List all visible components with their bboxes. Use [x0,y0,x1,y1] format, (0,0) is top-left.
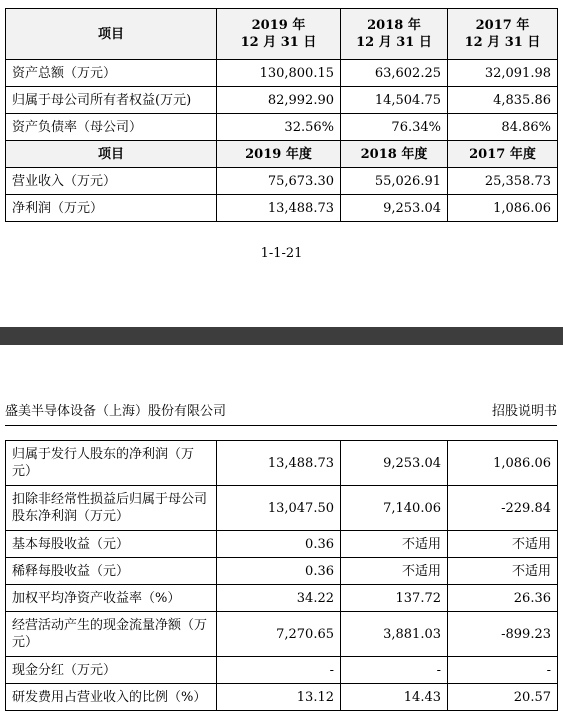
row-label: 营业收入（万元） [6,168,217,195]
cell-value: 32.56% [217,114,341,141]
header-col-2017: 2017 年度 [448,141,558,168]
row-label: 现金分红（万元） [6,657,217,684]
table-row [6,114,558,141]
header-label: 项目 [6,9,217,60]
financial-summary-table-top [5,8,557,222]
cell-value: - [448,657,558,684]
cell-value: -229.84 [448,486,558,531]
cell-value: 0.36 [217,531,341,558]
cell-value: 25,358.73 [448,168,558,195]
cell-value: 75,673.30 [217,168,341,195]
cell-value: 13.12 [217,684,341,711]
document-type: 招股说明书 [491,404,557,419]
cell-value: - [217,657,341,684]
cell-value: 不适用 [341,531,448,558]
header-col-2019: 2019 年度 [217,141,341,168]
table-row [6,60,558,87]
row-label: 资产负债率（母公司） [6,114,217,141]
table-row [6,657,558,684]
row-label: 资产总额（万元） [6,60,217,87]
cell-value: 3,881.03 [341,612,448,657]
cell-value: 13,047.50 [217,486,341,531]
table-row [6,486,558,531]
cell-value: 不适用 [448,558,558,585]
row-label: 稀释每股收益（元） [6,558,217,585]
header-col-2018: 2018 年度 [341,141,448,168]
row-label: 经营活动产生的现金流量净额（万元） [6,612,217,657]
header-col-2018: 2018 年 12 月 31 日 [341,9,448,60]
cell-value: 不适用 [448,531,558,558]
cell-value: 9,253.04 [341,195,448,222]
cell-value: 不适用 [341,558,448,585]
header-rule [5,425,557,426]
cell-value: 0.36 [217,558,341,585]
company-name: 盛美半导体设备（上海）股份有限公司 [5,404,227,419]
row-label: 研发费用占营业收入的比例（%） [6,684,217,711]
table-row [6,87,558,114]
cell-value: 76.34% [341,114,448,141]
row-label: 净利润（万元） [6,195,217,222]
table-row [6,168,558,195]
cell-value: 20.57 [448,684,558,711]
table-row [6,585,558,612]
cell-value: 7,140.06 [341,486,448,531]
table-row [6,612,558,657]
cell-value: 55,026.91 [341,168,448,195]
cell-value: 1,086.06 [448,441,558,486]
cell-value: 130,800.15 [217,60,341,87]
cell-value: 137.72 [341,585,448,612]
cell-value: 1,086.06 [448,195,558,222]
row-label: 归属于母公司所有者权益(万元) [6,87,217,114]
cell-value: 63,602.25 [341,60,448,87]
table-row [6,441,558,486]
cell-value: - [341,657,448,684]
cell-value: 26.36 [448,585,558,612]
header-label: 项目 [6,141,217,168]
cell-value: 13,488.73 [217,441,341,486]
cell-value: 7,270.65 [217,612,341,657]
cell-value: 34.22 [217,585,341,612]
cell-value: 84.86% [448,114,558,141]
financial-summary-table-bottom [5,440,557,711]
page-divider [0,327,563,345]
table-header-row [6,9,558,60]
cell-value: 32,091.98 [448,60,558,87]
cell-value: 13,488.73 [217,195,341,222]
row-label: 扣除非经常性损益后归属于母公司股东净利润（万元） [6,486,217,531]
row-label: 归属于发行人股东的净利润（万元） [6,441,217,486]
table-row [6,195,558,222]
cell-value: 14.43 [341,684,448,711]
cell-value: 82,992.90 [217,87,341,114]
cell-value: 4,835.86 [448,87,558,114]
table-row [6,531,558,558]
cell-value: -899.23 [448,612,558,657]
cell-value: 14,504.75 [341,87,448,114]
table-row [6,558,558,585]
cell-value: 9,253.04 [341,441,448,486]
header-col-2019: 2019 年 12 月 31 日 [217,9,341,60]
row-label: 加权平均净资产收益率（%） [6,585,217,612]
row-label: 基本每股收益（元） [6,531,217,558]
page-number: 1-1-21 [260,246,303,261]
header-col-2017: 2017 年 12 月 31 日 [448,9,558,60]
table-row [6,684,558,711]
table-header-row [6,141,558,168]
